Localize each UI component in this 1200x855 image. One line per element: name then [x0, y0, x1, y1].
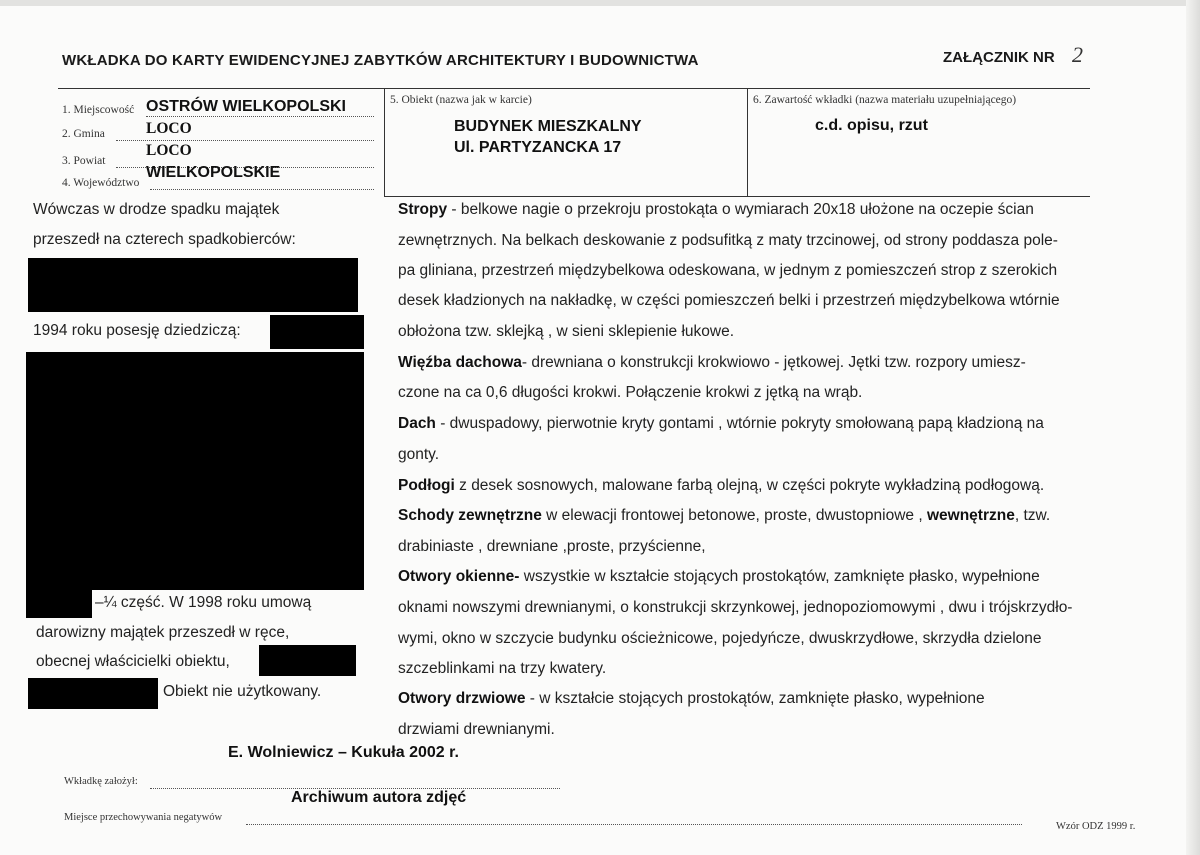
okna-line-3: wymi, okno w szczycie budynku ościeżnicowe, pojedyńcze, dwuskrzydłowe, skrzydła dzielone [398, 630, 1042, 647]
redaction-block [28, 678, 158, 709]
miejsce-label: Miejsce przechowywania negatywów [64, 812, 223, 823]
stropy-line-5: obłożona tzw. sklejką , w sieni sklepienie łukowe. [398, 323, 735, 340]
podlogi-heading: Podłogi [398, 477, 455, 494]
redaction-block [259, 645, 356, 676]
miejsce-dots [246, 824, 1022, 825]
table-divider-1 [384, 88, 385, 197]
podlogi-line-1: Podłogi z desek sosnowych, malowane farbą olejną, w części pokryte wykładziną podłogową. [398, 477, 1045, 494]
scan-edge-top [0, 0, 1200, 6]
powiat-value: LOCO [146, 142, 192, 159]
stropy-line-4: desek kładzionych na nakładkę, w części pomieszczeń belki i przestrzeń międzybelkowa wtórnie [398, 292, 1060, 309]
gmina-dots [116, 140, 374, 141]
redaction-block [26, 588, 92, 618]
table-divider-2 [747, 88, 748, 197]
annex-label: ZAŁĄCZNIK NR [943, 49, 1055, 66]
wojewodztwo-dots [150, 189, 374, 190]
schody-heading-2: wewnętrzne [926, 507, 1015, 524]
dach-line-1: Dach - dwuspadowy, pierwotnie kryty gontami , wtórnie pokryty smołowaną papą kładzioną na [398, 415, 1044, 432]
left-line-7: Obiekt nie użytkowany. [163, 683, 322, 700]
drzwi-line-2: drzwiami drewnianymi. [398, 721, 555, 738]
schody-line-2: drabiniaste , drewniane ,proste, przyścienne, [398, 538, 706, 555]
table-bottom-border [384, 196, 1090, 197]
left-line-1: Wówczas w drodze spadku majątek [33, 201, 280, 218]
wiezba-heading: Więźba dachowa [398, 354, 522, 371]
drzwi-line-1: Otwory drzwiowe - w kształcie stojących prostokątów, zamknięte płasko, wypełnione [398, 690, 985, 707]
redaction-block [26, 352, 364, 590]
okna-line-1: Otwory okienne- wszystkie w kształcie stojących prostokątów, zamknięte płasko, wypełnione [398, 568, 1040, 585]
redaction-block [28, 258, 358, 312]
wiezba-line-1: Więźba dachowa- drewniana o konstrukcji krokwiowo - jętkowej. Jętki tzw. rozpory umiesz- [398, 354, 1026, 371]
okna-line-2: oknami nowszymi drewnianymi, o konstrukcji skrzynkowej, jednopoziomowymi , dwu i trójskrzydło- [398, 599, 1073, 616]
okna-line-4: szczeblinkami na trzy kwatery. [398, 660, 607, 677]
zawartosc-label: 6. Zawartość wkładki (nazwa materiału uzupełniającego) [753, 94, 1017, 106]
left-line-6: obecnej właścicielki obiektu, [36, 653, 230, 670]
archiwum-text: Archiwum autora zdjęć [291, 789, 467, 806]
left-line-5: darowizny majątek przeszedł w ręce, [36, 624, 290, 641]
wkladke-label: Wkładkę założył: [64, 776, 138, 787]
drzwi-heading: Otwory drzwiowe [398, 690, 526, 707]
wiezba-line-2: czone na ca 0,6 długości krokwi. Połączenie krokwi z jętką na wrąb. [398, 384, 863, 401]
stropy-line-1: Stropy - belkowe nagie o przekroju prostokąta o wymiarach 20x18 ułożone na oczepie ścian [398, 201, 1034, 218]
obiekt-label: 5. Obiekt (nazwa jak w karcie) [390, 94, 532, 106]
form-version: Wzór ODZ 1999 r. [1056, 821, 1136, 832]
annex-number: 2 [1072, 42, 1083, 67]
left-line-2: przeszedł na czterech spadkobierców: [33, 231, 296, 248]
author-signature: E. Wolniewicz – Kukuła 2002 r. [228, 744, 459, 761]
redaction-block [270, 315, 364, 349]
wojewodztwo-label: 4. Województwo [62, 177, 140, 189]
dach-line-2: gonty. [398, 446, 440, 463]
obiekt-name: BUDYNEK MIESZKALNY [454, 118, 642, 135]
table-top-border [58, 88, 1090, 89]
dach-heading: Dach [398, 415, 436, 432]
okna-heading: Otwory okienne- [398, 568, 520, 585]
stropy-heading: Stropy [398, 201, 448, 218]
scan-edge-right [1186, 0, 1200, 855]
document-title: WKŁADKA DO KARTY EWIDENCYJNEJ ZABYTKÓW ARCHITEKTURY I BUDOWNICTWA [62, 52, 699, 69]
miejscowosc-label: 1. Miejscowość [62, 104, 135, 116]
gmina-label: 2. Gmina [62, 128, 105, 140]
powiat-label: 3. Powiat [62, 155, 106, 167]
wojewodztwo-value: WIELKOPOLSKIE [146, 164, 281, 181]
left-line-4: –¼ część. W 1998 roku umową [95, 594, 312, 611]
schody-line-1: Schody zewnętrzne w elewacji frontowej betonowe, proste, dwustopniowe , wewnętrzne, tzw. [398, 507, 1051, 524]
obiekt-address: Ul. PARTYZANCKA 17 [454, 139, 622, 156]
gmina-value: LOCO [146, 120, 192, 137]
zawartosc-value: c.d. opisu, rzut [815, 117, 928, 134]
stropy-line-2: zewnętrznych. Na belkach deskowanie z podsufitką z maty trzcinowej, od strony poddasza pole- [398, 232, 1058, 249]
stropy-line-3: pa gliniana, przestrzeń międzybelkowa odeskowana, w jednym z pomieszczeń strop z szerokich [398, 262, 1058, 279]
miejscowosc-dots [146, 116, 374, 117]
miejscowosc-value: OSTRÓW WIELKOPOLSKI [146, 98, 346, 115]
schody-heading: Schody zewnętrzne [398, 507, 542, 524]
left-line-3: 1994 roku posesję dziedziczą: [33, 322, 241, 339]
